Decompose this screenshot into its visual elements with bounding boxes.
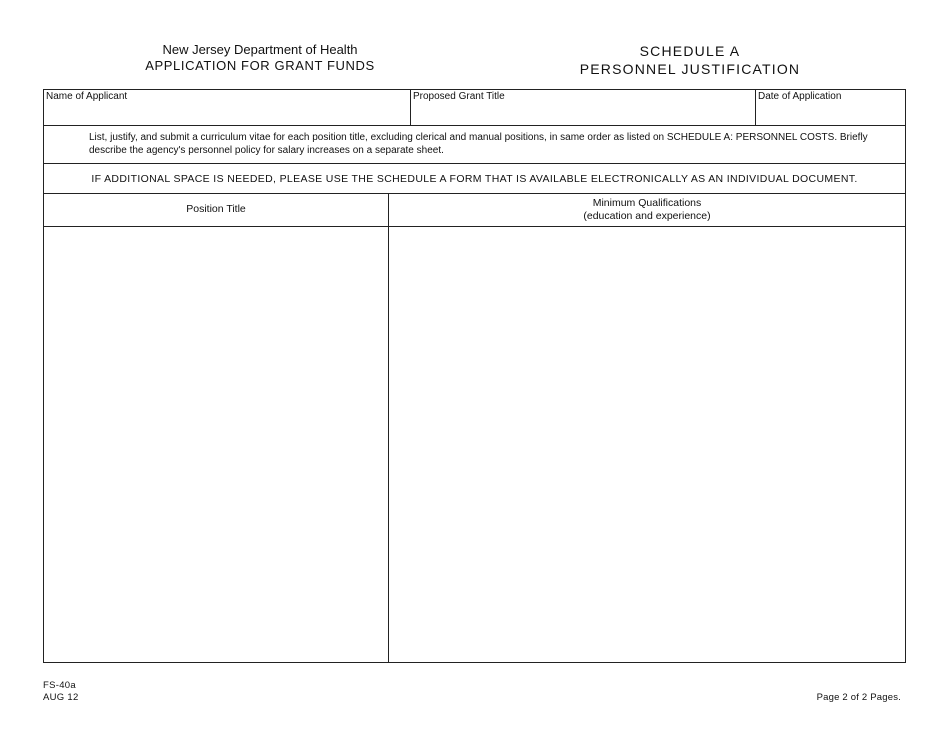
- grant-title-label: Proposed Grant Title: [413, 91, 505, 102]
- qualifications-sublabel: (education and experience): [583, 210, 711, 222]
- date-cell: [756, 90, 905, 125]
- applicant-cell: [44, 90, 411, 125]
- qualifications-label: Minimum Qualifications: [592, 197, 702, 209]
- date-label: Date of Application: [758, 91, 842, 102]
- department-name: New Jersey Department of Health: [162, 42, 358, 57]
- position-title-header: [44, 194, 389, 226]
- position-title-textarea[interactable]: [44, 227, 388, 662]
- notice-text: IF ADDITIONAL SPACE IS NEEDED, PLEASE USE THE SCHEDULE A FORM THAT IS AVAILABLE ELECTRONICALLY AS AN INDIVIDUAL DOCUMENT.: [91, 173, 858, 185]
- form-header-right: [565, 42, 815, 78]
- instructions-row: [44, 126, 905, 164]
- instructions-text: List, justify, and submit a curriculum vitae for each position title, excluding clerical and manual positions, in same order as listed on SCHEDULE A: PERSONNEL COSTS. Briefly describe the agency's personnel policy for salary increases on a separate sheet.: [89, 132, 868, 156]
- schedule-title: SCHEDULE A: [639, 43, 741, 59]
- applicant-name-input[interactable]: [48, 104, 406, 122]
- application-date-input[interactable]: [760, 104, 901, 122]
- table-header-row: [44, 194, 905, 227]
- form-header-left: [100, 42, 420, 74]
- form-frame: [43, 89, 906, 663]
- grant-title-cell: [411, 90, 756, 125]
- position-title-label: Position Title: [186, 203, 246, 215]
- page-number: Page 2 of 2 Pages.: [816, 692, 901, 703]
- qualifications-header: [389, 194, 905, 226]
- grant-title-input[interactable]: [415, 104, 751, 122]
- form-revision: AUG 12: [43, 692, 79, 703]
- application-title: APPLICATION FOR GRANT FUNDS: [145, 58, 375, 73]
- applicant-info-row: [44, 90, 905, 126]
- position-title-column: [44, 227, 389, 662]
- schedule-subtitle: PERSONNEL JUSTIFICATION: [579, 61, 801, 77]
- form-number: FS-40a: [43, 680, 76, 691]
- table-body: [44, 227, 905, 662]
- notice-row: [44, 164, 905, 194]
- qualifications-textarea[interactable]: [389, 227, 905, 662]
- applicant-label: Name of Applicant: [46, 91, 128, 102]
- form-id-block: [43, 680, 79, 704]
- qualifications-column: [389, 227, 905, 662]
